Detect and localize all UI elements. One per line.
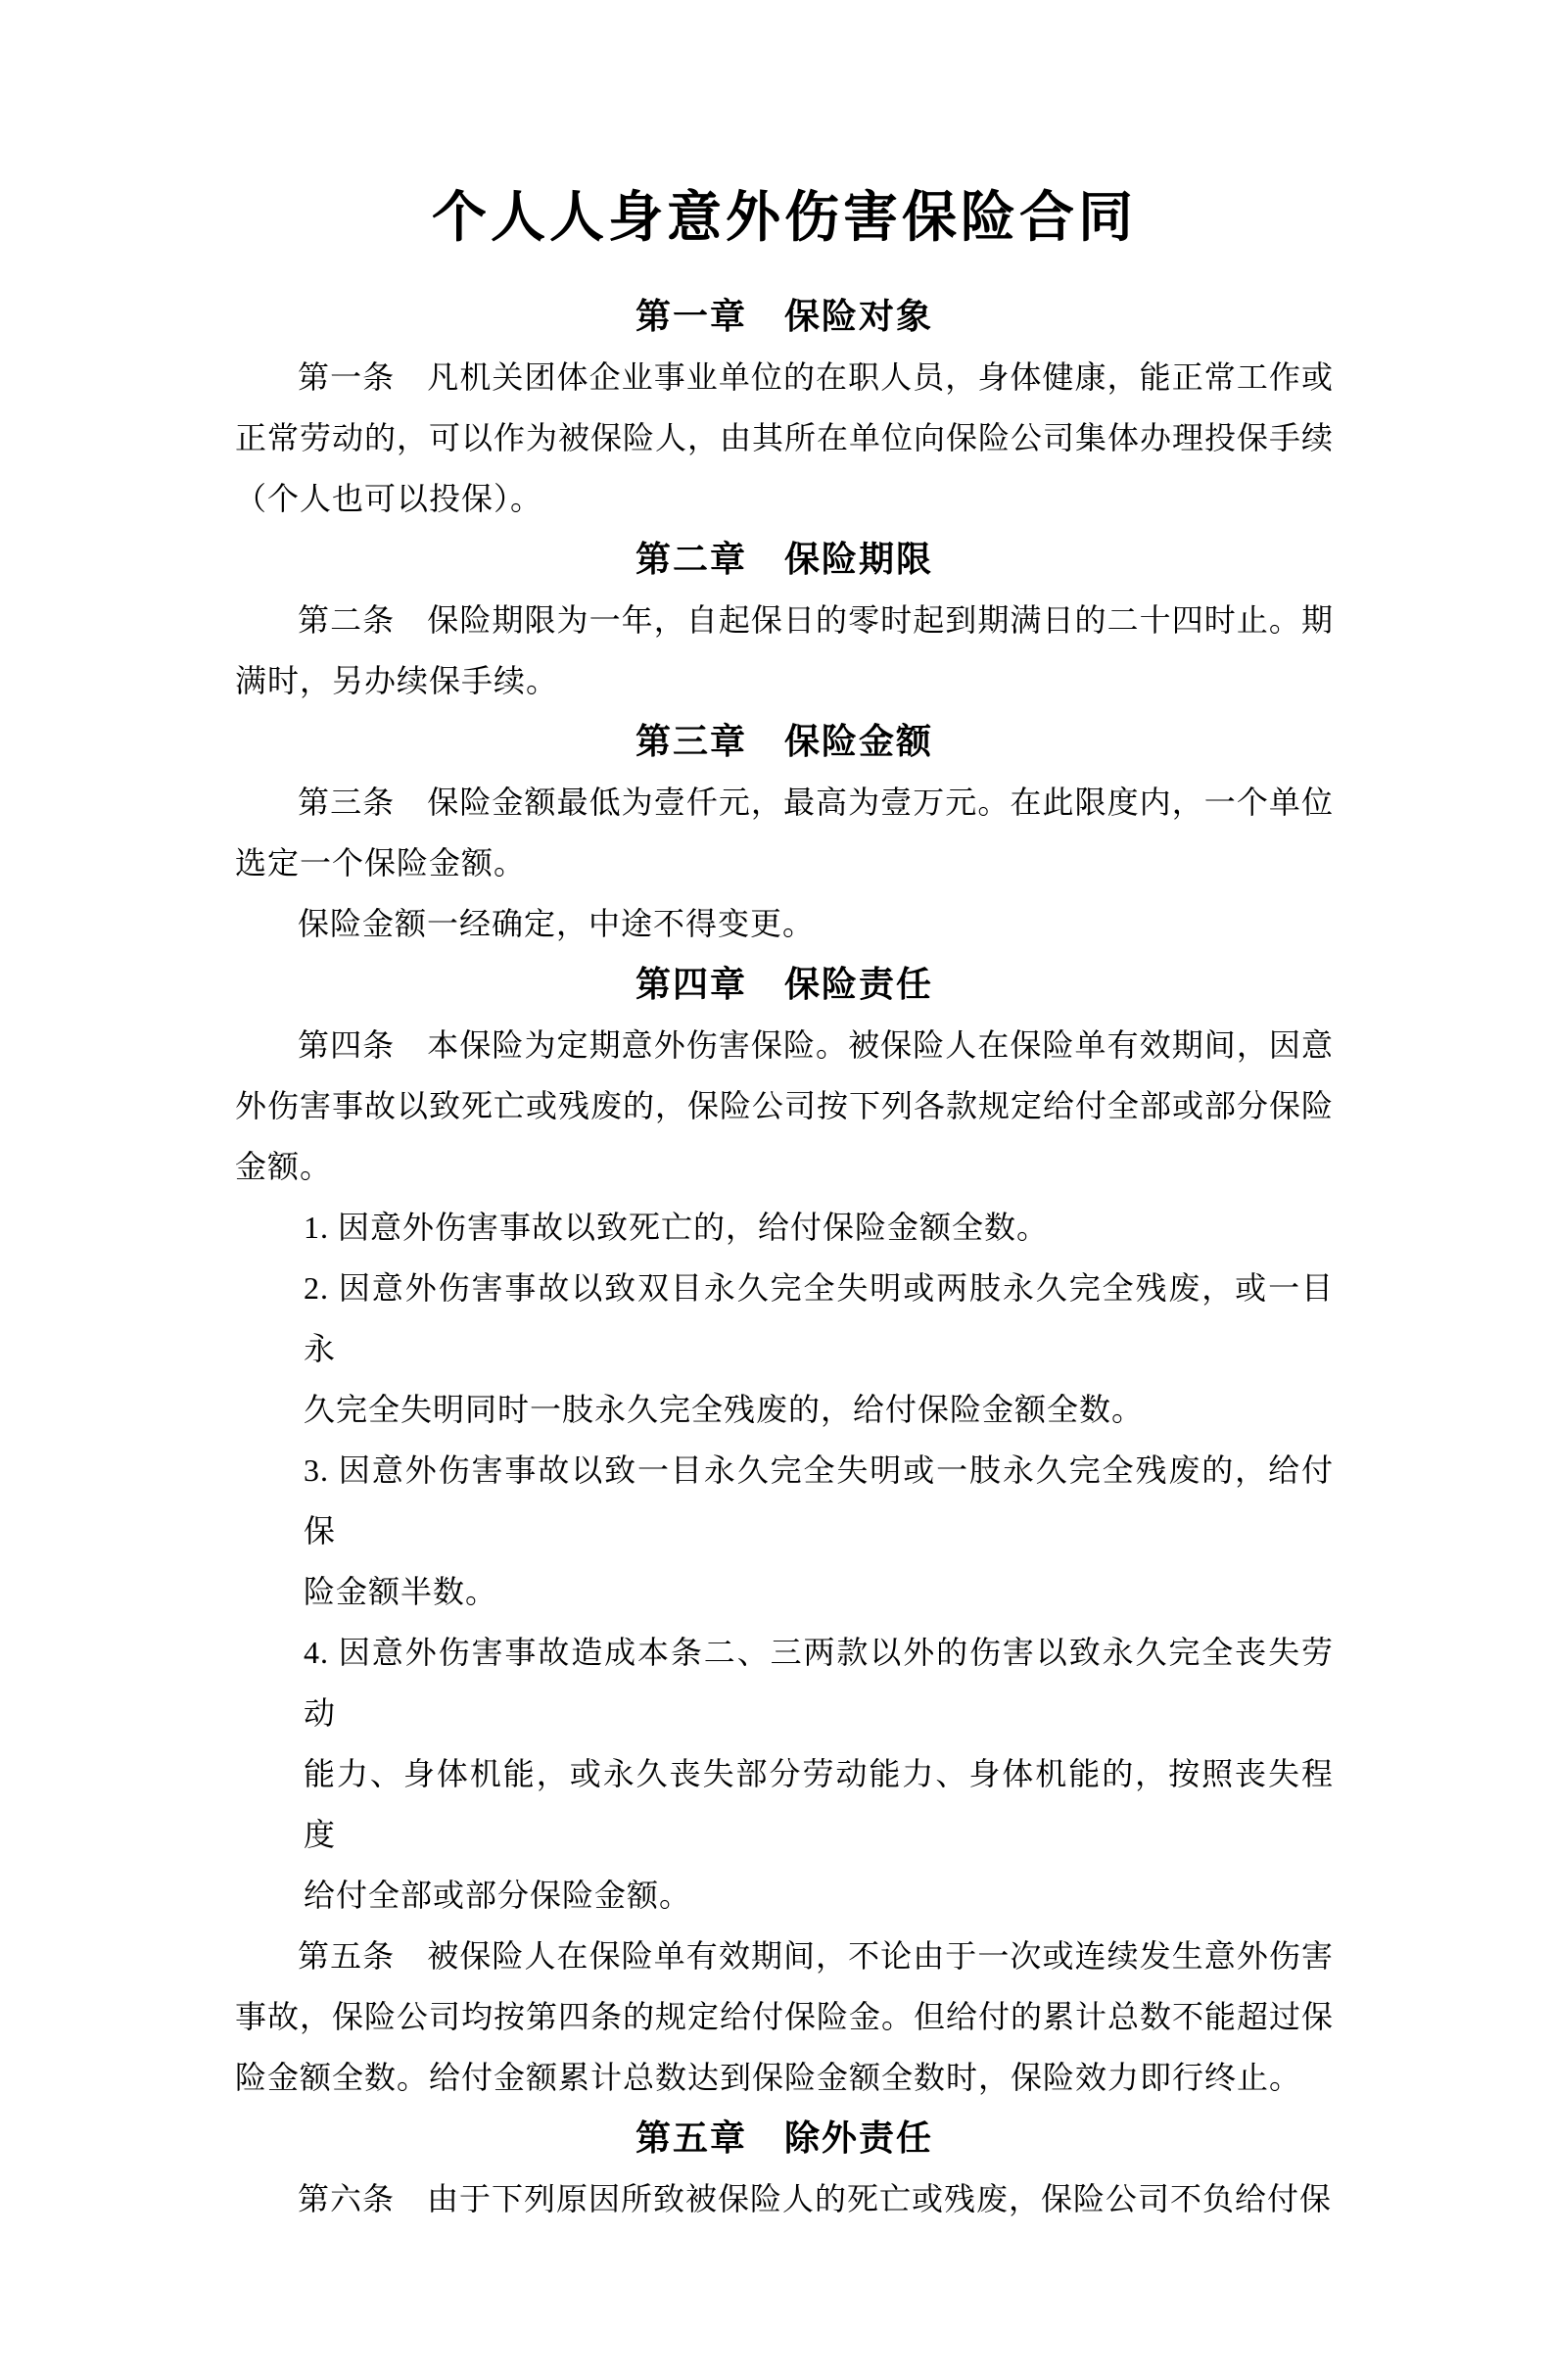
clause-line: 1. 因意外伤害事故以致死亡的，给付保险金额全数。 [304,1210,1050,1245]
paragraph-line: 第六条 由于下列原因所致被保险人的死亡或残废，保险公司不负给付保 [298,2181,1333,2216]
chapter-heading-text: 第一章 保险对象 [635,296,933,336]
article-3-paragraph-2 [235,893,1334,954]
chapter-3-heading [235,711,1334,772]
document-title: 个人人身意外伤害保险合同 [432,186,1137,248]
chapter-heading-text: 第五章 除外责任 [635,2118,933,2158]
paragraph-line: （个人也可以投保）。 [235,481,543,516]
article-2-paragraph [235,590,1334,711]
clause-2-item [235,1258,1334,1440]
clause-line: 给付全部或部分保险金额。 [304,1878,692,1913]
article-6-paragraph [235,2168,1334,2229]
paragraph-line: 正常劳动的，可以作为被保险人，由其所在单位向保险公司集体办理投保手续 [235,420,1335,455]
clause-4-item [235,1622,1334,1926]
paragraph-line: 保险金额一经确定，中途不得变更。 [298,906,816,941]
chapter-4-heading [235,954,1334,1015]
paragraph-line: 外伤害事故以致死亡或残废的，保险公司按下列各款规定给付全部或部分保险 [235,1088,1335,1123]
paragraph-line: 金额。 [235,1149,333,1184]
clause-line: 能力、身体机能，或永久丧失部分劳动能力、身体机能的，按照丧失程度 [304,1756,1334,1852]
article-3-paragraph [235,772,1334,893]
clause-line: 3. 因意外伤害事故以致一目永久完全失明或一肢永久完全残废的，给付保 [304,1452,1334,1548]
document-page [0,182,1553,2380]
paragraph-line: 第二条 保险期限为一年，自起保日的零时起到期满日的二十四时止。期 [298,602,1334,638]
chapter-heading-text: 第四章 保险责任 [635,964,933,1004]
clause-line: 久完全失明同时一肢永久完全残废的，给付保险金额全数。 [304,1392,1145,1427]
chapter-5-heading [235,2108,1334,2168]
article-5-paragraph [235,1926,1334,2108]
paragraph-line: 选定一个保险金额。 [235,845,527,881]
paragraph-line: 第一条 凡机关团体企业事业单位的在职人员，身体健康，能正常工作或 [298,359,1334,395]
paragraph-line: 第四条 本保险为定期意外伤害保险。被保险人在保险单有效期间，因意 [298,1027,1334,1063]
clause-3-item [235,1440,1334,1622]
article-4-paragraph [235,1015,1334,1197]
clause-line: 4. 因意外伤害事故造成本条二、三两款以外的伤害以致永久完全丧失劳动 [304,1635,1334,1731]
chapter-heading-text: 第三章 保险金额 [635,721,933,761]
paragraph-line: 第五条 被保险人在保险单有效期间，不论由于一次或连续发生意外伤害 [298,1938,1334,1974]
paragraph-line: 事故，保险公司均按第四条的规定给付保险金。但给付的累计总数不能超过保 [235,1999,1335,2034]
paragraph-line: 第三条 保险金额最低为壹仟元，最高为壹万元。在此限度内，一个单位 [298,785,1334,820]
article-1-paragraph [235,347,1334,529]
paragraph-line: 满时，另办续保手续。 [235,663,559,698]
document-body [235,286,1334,2229]
paragraph-line: 险金额全数。给付金额累计总数达到保险金额全数时，保险效力即行终止。 [235,2060,1302,2095]
chapter-heading-text: 第二章 保险期限 [635,539,933,579]
chapter-2-heading [235,529,1334,590]
chapter-1-heading [235,286,1334,347]
clause-line: 2. 因意外伤害事故以致双目永久完全失明或两肢永久完全残废，或一目永 [304,1270,1334,1366]
clause-1-item [235,1197,1334,1258]
clause-line: 险金额半数。 [304,1574,498,1609]
